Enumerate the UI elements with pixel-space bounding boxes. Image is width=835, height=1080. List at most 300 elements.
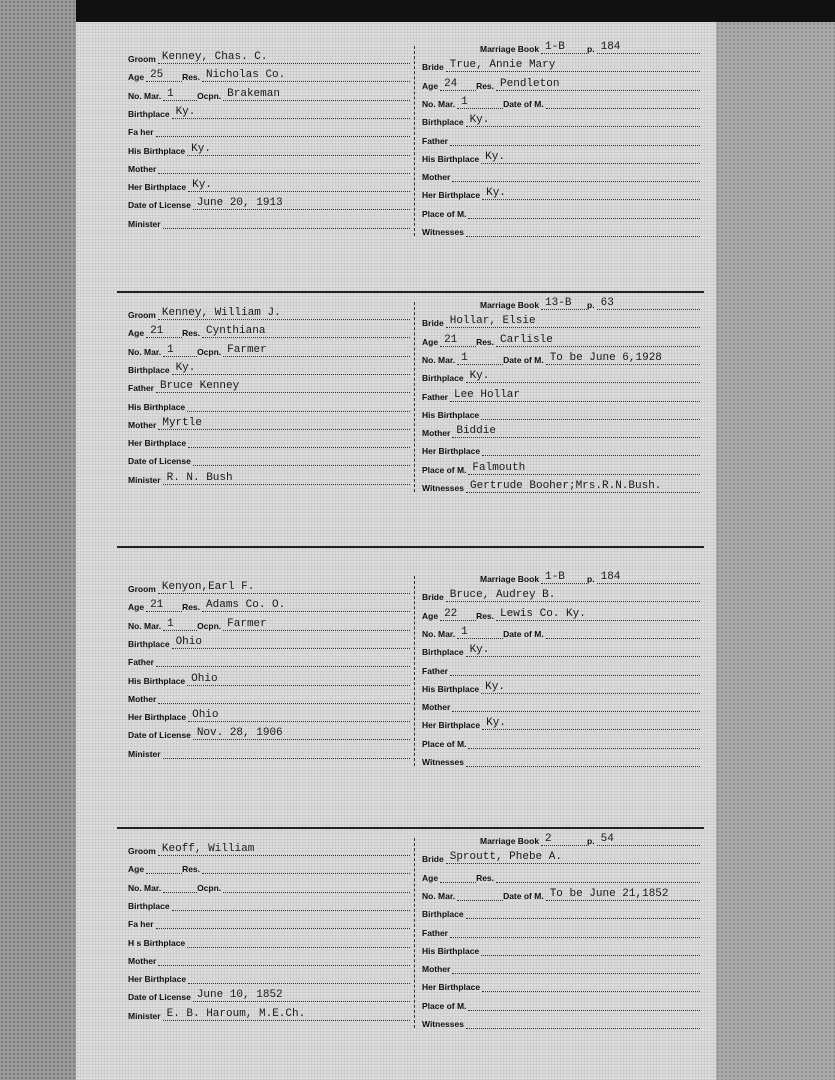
field-row xyxy=(128,48,410,64)
witnesses-line xyxy=(466,1017,700,1029)
field-label: Minister xyxy=(128,1010,161,1021)
groom-residence-line xyxy=(202,326,410,338)
date-of-marriage-line xyxy=(546,353,700,365)
field-label: No. Mar. xyxy=(128,346,162,357)
bride-mother-line xyxy=(452,170,700,182)
field-label: Mother xyxy=(422,964,451,975)
field-label: Fa her xyxy=(128,127,154,138)
bride-name-line xyxy=(446,60,700,72)
field-label: No. Mar. xyxy=(128,90,162,101)
groom-birthplace-line xyxy=(172,107,410,119)
groom-mother-birthplace: Ky. xyxy=(192,179,212,192)
groom-marriage-count-line xyxy=(163,619,197,631)
field-row xyxy=(480,38,700,54)
marriage-book-page: 63 xyxy=(600,297,614,309)
bride-marriage-count-line xyxy=(457,889,503,901)
column-divider xyxy=(414,302,416,492)
field-label: Father xyxy=(422,391,448,402)
groom-father-line xyxy=(156,917,410,929)
field-row xyxy=(128,615,410,631)
field-label: Birthplace xyxy=(422,647,464,658)
groom-occupation-line xyxy=(223,881,410,893)
field-label: Her Birthplace xyxy=(422,982,481,993)
field-label: Res. xyxy=(182,72,201,83)
field-row xyxy=(422,221,700,237)
field-label: His Birthplace xyxy=(128,401,186,412)
groom-father-birthplace: Ky. xyxy=(191,142,211,155)
field-row xyxy=(128,304,410,320)
groom-father-birthplace-line xyxy=(187,144,410,156)
minister-line xyxy=(163,747,410,759)
groom-age-line xyxy=(146,70,182,82)
bride-name: Hollar, Elsie xyxy=(449,315,536,328)
field-label: His Birthplace xyxy=(128,675,186,686)
field-label: Age xyxy=(422,80,439,91)
marriage-book-page: 184 xyxy=(600,41,621,53)
field-row xyxy=(128,66,410,82)
field-label: Her Birthplace xyxy=(128,974,187,985)
field-label: Birthplace xyxy=(128,364,170,375)
field-label: His Birthplace xyxy=(422,153,480,164)
groom-residence-line xyxy=(202,600,410,612)
witnesses-line xyxy=(466,481,700,493)
bride-age-line xyxy=(440,335,476,347)
groom-occupation: Brakeman xyxy=(227,87,280,100)
column-divider xyxy=(414,46,416,236)
field-row xyxy=(422,56,700,72)
field-row xyxy=(422,477,700,493)
minister-line xyxy=(163,1009,410,1021)
groom-residence: Adams Co. O. xyxy=(206,599,286,612)
field-label: Minister xyxy=(128,218,161,229)
bride-name-line xyxy=(446,316,700,328)
field-label: Groom xyxy=(128,584,156,594)
field-row xyxy=(128,158,410,174)
field-label: p. xyxy=(587,574,595,584)
groom-father-birthplace-line xyxy=(187,674,410,686)
groom-name-line xyxy=(158,844,410,856)
bride-age: 22 xyxy=(444,607,458,620)
groom-mother-birthplace-line xyxy=(188,710,410,722)
field-label: Minister xyxy=(128,474,161,485)
field-label: No. Mar. xyxy=(422,890,456,901)
field-label: Her Birthplace xyxy=(128,438,187,449)
field-row xyxy=(422,940,700,956)
field-row xyxy=(128,140,410,156)
field-label: Groom xyxy=(128,310,156,320)
field-label: Witnesses xyxy=(422,227,464,237)
marriage-book-page: 184 xyxy=(600,571,621,583)
groom-name: Kenney, Chas. C. xyxy=(161,51,268,63)
groom-mother-line xyxy=(158,162,410,174)
field-row xyxy=(422,995,700,1011)
field-row xyxy=(422,623,700,639)
field-row xyxy=(128,913,410,929)
bride-birthplace-line xyxy=(466,115,700,127)
field-label: Marriage Book xyxy=(480,836,540,846)
bride-mother-birthplace: Ky. xyxy=(486,187,506,200)
field-row xyxy=(128,877,410,893)
field-row xyxy=(128,322,410,338)
field-label: Date of License xyxy=(128,200,191,211)
field-row xyxy=(128,432,410,448)
field-label: Father xyxy=(422,135,448,146)
bride-mother-line xyxy=(452,426,700,438)
field-label: Father xyxy=(128,383,154,394)
date-of-license: Nov. 28, 1906 xyxy=(196,727,283,740)
minister: E. B. Haroum, M.E.Ch. xyxy=(166,1007,306,1020)
field-label: Mother xyxy=(422,702,451,713)
field-row xyxy=(422,203,700,219)
bride-age-line xyxy=(440,609,476,621)
field-row xyxy=(422,976,700,992)
bride-birthplace: Ky. xyxy=(469,370,490,383)
field-row xyxy=(422,660,700,676)
marriage-book-number-line xyxy=(541,42,587,54)
groom-mother-birthplace-line xyxy=(188,972,410,984)
minister: R. N. Bush xyxy=(166,471,233,484)
field-label: Place of M. xyxy=(422,738,467,749)
field-label: Age xyxy=(128,328,145,339)
marriage-book-page: 54 xyxy=(600,833,614,845)
groom-father-line xyxy=(156,655,410,667)
field-label: Age xyxy=(128,864,145,875)
field-label: Res. xyxy=(182,864,201,875)
field-label: Birthplace xyxy=(128,108,170,119)
field-label: Her Birthplace xyxy=(128,712,187,723)
bride-marriage-count: 1 xyxy=(461,625,468,638)
field-row xyxy=(128,743,410,759)
field-label: Mother xyxy=(422,428,451,439)
field-label: Age xyxy=(422,872,439,883)
groom-age: 25 xyxy=(150,69,164,82)
place-of-marriage-line xyxy=(468,207,700,219)
field-row xyxy=(422,1013,700,1029)
groom-occupation: Farmer xyxy=(227,617,267,630)
field-label: Her Birthplace xyxy=(422,720,481,731)
marriage-book-number-line xyxy=(541,298,587,310)
bride-marriage-count: 1 xyxy=(461,351,468,364)
bride-age: 21 xyxy=(444,333,458,346)
field-row xyxy=(422,885,700,901)
bride-residence-line xyxy=(496,609,700,621)
marriage-book-number: 13-B xyxy=(545,297,572,309)
groom-residence-line xyxy=(202,70,410,82)
field-label: His Birthplace xyxy=(422,945,480,956)
field-label: Res. xyxy=(476,336,495,347)
field-label: Her Birthplace xyxy=(128,182,187,193)
field-label: No. Mar. xyxy=(128,620,162,631)
field-row xyxy=(422,404,700,420)
bride-father-line xyxy=(450,134,700,146)
field-row xyxy=(128,858,410,874)
bride-name: Sproutt, Phebe A. xyxy=(449,851,562,864)
groom-occupation-line xyxy=(223,345,410,357)
field-row xyxy=(128,578,410,594)
field-row xyxy=(128,633,410,649)
field-label: Mother xyxy=(422,172,451,183)
groom-marriage-count: 1 xyxy=(167,617,174,630)
field-row xyxy=(422,751,700,767)
field-label: H s Birthplace xyxy=(128,937,186,948)
groom-father-line xyxy=(156,381,410,393)
groom-name-line xyxy=(158,308,410,320)
field-label: Place of M. xyxy=(422,464,467,475)
witnesses-line xyxy=(466,225,700,237)
field-label: His Birthplace xyxy=(422,409,480,420)
date-of-license-line xyxy=(193,454,410,466)
groom-birthplace-line xyxy=(172,637,410,649)
marriage-book-page-line xyxy=(597,834,700,846)
place-of-marriage-line xyxy=(468,737,700,749)
field-label: Res. xyxy=(476,872,495,883)
field-row xyxy=(422,184,700,200)
field-row xyxy=(422,367,700,383)
field-label: Date of License xyxy=(128,456,191,467)
bride-birthplace: Ky. xyxy=(469,644,490,657)
date-of-marriage-line xyxy=(546,97,700,109)
bride-father-birthplace-line xyxy=(481,408,700,420)
field-row xyxy=(422,422,700,438)
date-of-marriage-line xyxy=(546,627,700,639)
field-label: Ocpn. xyxy=(197,620,222,631)
groom-father-line xyxy=(156,125,410,137)
bride-father-line xyxy=(450,390,700,402)
field-row xyxy=(422,440,700,456)
field-label: Father xyxy=(422,665,448,676)
scan-left-margin xyxy=(0,0,76,1080)
bride-mother-line xyxy=(452,962,700,974)
field-row xyxy=(422,166,700,182)
groom-age-line xyxy=(146,600,182,612)
field-label: Bride xyxy=(422,854,444,865)
field-label: Res. xyxy=(182,328,201,339)
field-row xyxy=(128,950,410,966)
field-row xyxy=(128,651,410,667)
field-label: Minister xyxy=(128,748,161,759)
date-of-marriage: To be June 6,1928 xyxy=(549,351,662,364)
field-row xyxy=(128,968,410,984)
field-label: Birthplace xyxy=(128,638,170,649)
bride-father-line xyxy=(450,664,700,676)
groom-father-birthplace-line xyxy=(187,400,410,412)
bride-father-birthplace-line xyxy=(481,944,700,956)
field-label: Res. xyxy=(476,610,495,621)
field-row xyxy=(128,895,410,911)
bride-residence-line xyxy=(496,871,700,883)
field-row xyxy=(128,469,410,485)
field-row xyxy=(422,111,700,127)
field-label: Marriage Book xyxy=(480,300,540,310)
field-row xyxy=(128,450,410,466)
place-of-marriage-line xyxy=(468,999,700,1011)
bride-birthplace-line xyxy=(466,371,700,383)
groom-occupation-line xyxy=(223,619,410,631)
marriage-book-number: 1-B xyxy=(545,41,565,53)
bride-age-line xyxy=(440,871,476,883)
field-label: Age xyxy=(422,610,439,621)
field-row xyxy=(128,359,410,375)
field-row xyxy=(422,459,700,475)
field-row xyxy=(128,840,410,856)
place-of-marriage-line xyxy=(468,463,700,475)
bride-father-birthplace-line xyxy=(481,682,700,694)
marriage-book-page-line xyxy=(597,298,700,310)
bride-residence-line xyxy=(496,79,700,91)
record-separator xyxy=(117,827,704,829)
field-row xyxy=(422,349,700,365)
record-separator xyxy=(117,291,704,293)
field-label: No. Mar. xyxy=(422,354,456,365)
marriage-book-page-line xyxy=(597,572,700,584)
groom-mother-birthplace-line xyxy=(188,436,410,448)
field-row xyxy=(422,867,700,883)
field-label: Date of M. xyxy=(503,628,544,639)
field-label: Birthplace xyxy=(128,900,170,911)
field-row xyxy=(480,830,700,846)
groom-father-birthplace: Ohio xyxy=(191,672,218,685)
groom-mother-line xyxy=(158,954,410,966)
field-label: Groom xyxy=(128,846,156,856)
field-row xyxy=(128,706,410,722)
field-row xyxy=(128,986,410,1002)
date-of-license: June 20, 1913 xyxy=(196,197,283,210)
groom-name: Kenyon,Earl F. xyxy=(161,581,255,593)
bride-residence: Lewis Co. Ky. xyxy=(500,607,586,620)
bride-marriage-count-line xyxy=(457,97,503,109)
field-row xyxy=(422,148,700,164)
field-row xyxy=(128,377,410,393)
field-row xyxy=(422,958,700,974)
field-label: No. Mar. xyxy=(422,628,456,639)
bride-father-birthplace: Ky. xyxy=(485,680,505,693)
bride-residence-line xyxy=(496,335,700,347)
groom-marriage-count-line xyxy=(163,881,197,893)
groom-marriage-count-line xyxy=(163,345,197,357)
field-label: Place of M. xyxy=(422,208,467,219)
bride-name: True, Annie Mary xyxy=(449,59,556,72)
field-label: Res. xyxy=(476,80,495,91)
field-row xyxy=(422,586,700,602)
bride-father-birthplace: Ky. xyxy=(485,150,505,163)
date-of-marriage: To be June 21,1852 xyxy=(549,887,669,900)
witnesses-line xyxy=(466,755,700,767)
field-label: No. Mar. xyxy=(422,98,456,109)
bride-marriage-count-line xyxy=(457,353,503,365)
groom-marriage-count: 1 xyxy=(167,87,174,100)
field-row xyxy=(128,414,410,430)
bride-birthplace-line xyxy=(466,907,700,919)
marriage-book-number: 1-B xyxy=(545,571,565,583)
groom-age: 21 xyxy=(150,599,164,612)
field-label: Witnesses xyxy=(422,483,464,493)
groom-residence-line xyxy=(202,862,410,874)
groom-age-line xyxy=(146,862,182,874)
field-label: Groom xyxy=(128,54,156,64)
groom-birthplace: Ky. xyxy=(175,361,196,374)
field-label: Mother xyxy=(128,163,157,174)
minister-line xyxy=(163,473,410,485)
column-divider xyxy=(414,838,416,1028)
witnesses: Gertrude Booher;Mrs.R.N.Bush. xyxy=(469,480,662,492)
bride-mother-birthplace: Ky. xyxy=(486,717,506,730)
groom-occupation-line xyxy=(223,89,410,101)
field-row xyxy=(422,848,700,864)
groom-birthplace-line xyxy=(172,899,410,911)
field-label: Fa her xyxy=(128,919,154,930)
field-row xyxy=(128,85,410,101)
field-row xyxy=(422,130,700,146)
bride-father: Lee Hollar xyxy=(453,388,520,401)
field-label: Marriage Book xyxy=(480,574,540,584)
groom-residence: Cynthiana xyxy=(206,325,266,338)
groom-birthplace: Ohio xyxy=(175,635,202,648)
field-row xyxy=(422,903,700,919)
field-row xyxy=(422,312,700,328)
date-of-license-line xyxy=(193,728,410,740)
field-row xyxy=(422,714,700,730)
place-of-marriage: Falmouth xyxy=(472,461,526,474)
field-label: Age xyxy=(422,336,439,347)
field-label: p. xyxy=(587,836,595,846)
bride-age: 24 xyxy=(444,77,458,90)
groom-mother-birthplace-line xyxy=(188,180,410,192)
bride-marriage-count: 1 xyxy=(461,95,468,108)
field-row xyxy=(128,213,410,229)
field-label: Bride xyxy=(422,592,444,603)
groom-birthplace: Ky. xyxy=(175,105,196,118)
date-of-license: June 10, 1852 xyxy=(196,989,283,1002)
field-label: p. xyxy=(587,44,595,54)
groom-name-line xyxy=(158,582,410,594)
bride-residence: Carlisle xyxy=(500,333,553,346)
bride-mother-birthplace-line xyxy=(482,444,700,456)
field-row xyxy=(422,733,700,749)
field-label: Ocpn. xyxy=(197,90,222,101)
groom-marriage-count: 1 xyxy=(167,343,174,356)
field-row xyxy=(422,641,700,657)
marriage-book-page-line xyxy=(597,42,700,54)
field-row xyxy=(422,93,700,109)
field-label: Place of M. xyxy=(422,1000,467,1011)
date-of-marriage-line xyxy=(546,889,700,901)
field-row xyxy=(422,605,700,621)
groom-mother: Myrtle xyxy=(162,416,202,429)
field-label: Date of License xyxy=(128,730,191,741)
field-row xyxy=(422,696,700,712)
field-label: Mother xyxy=(128,419,157,430)
marriage-book-number-line xyxy=(541,572,587,584)
date-of-license-line xyxy=(193,990,410,1002)
groom-mother-line xyxy=(158,692,410,704)
field-label: Her Birthplace xyxy=(422,190,481,201)
field-label: Witnesses xyxy=(422,1019,464,1029)
field-label: Ocpn. xyxy=(197,346,222,357)
field-row xyxy=(422,386,700,402)
bride-name: Bruce, Audrey B. xyxy=(449,589,556,602)
field-label: Mother xyxy=(128,955,157,966)
field-label: Mother xyxy=(128,693,157,704)
field-label: Father xyxy=(128,657,154,668)
field-row xyxy=(422,75,700,91)
field-row xyxy=(128,1005,410,1021)
bride-birthplace: Ky. xyxy=(469,114,490,127)
field-row xyxy=(128,670,410,686)
scan-right-margin xyxy=(716,22,835,1080)
field-label: Date of M. xyxy=(503,890,544,901)
field-label: Her Birthplace xyxy=(422,446,481,457)
marriage-book-number: 2 xyxy=(545,833,552,845)
